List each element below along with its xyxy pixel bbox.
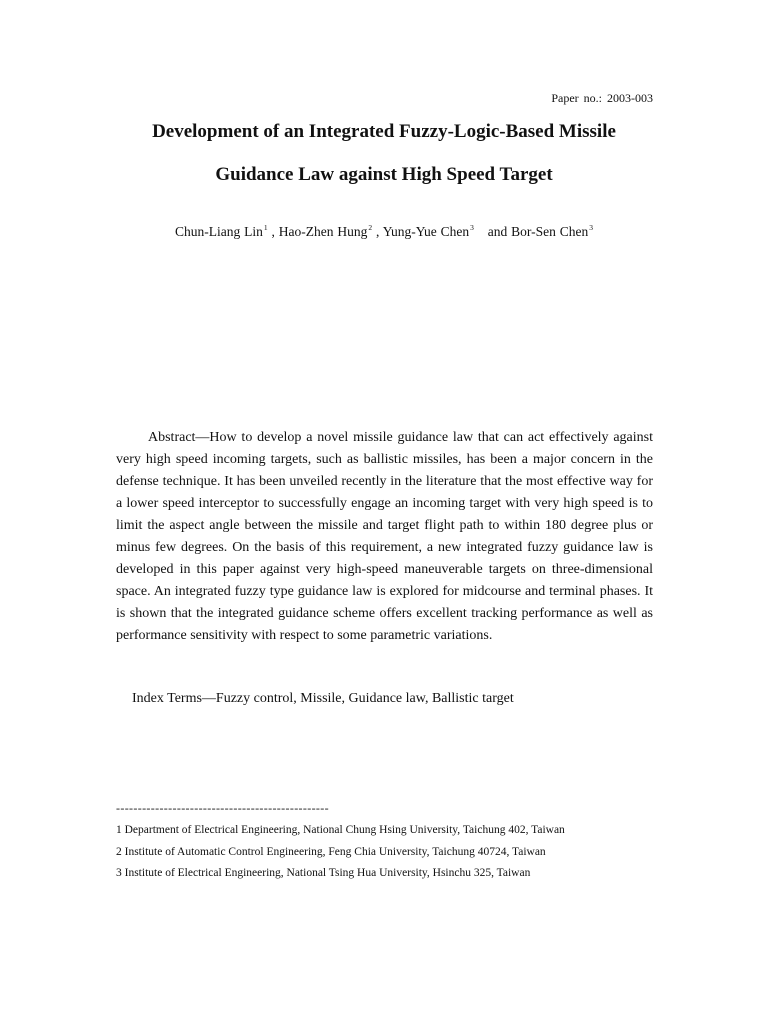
- footnote-divider: -------------------------------------------------: [116, 801, 329, 815]
- paper-title-line-1: Development of an Integrated Fuzzy-Logic-Based Missile: [152, 121, 616, 142]
- author-name: Hao-Zhen Hung: [278, 224, 368, 239]
- author-name: Yung-Yue Chen: [382, 224, 470, 239]
- abstract: Abstract—How to develop a novel missile guidance law that can act effectively against very high speed incoming targets, such as ballistic missiles, has been a major concern in the defense technique. It has been unveiled recently in the literature that the most effective way for a lower speed interceptor to successfully engage an incoming target with very high speed is to limit the aspect angle between the missile and target flight path to within 180 degree plus or minus few degrees. On the basis of this requirement, a new integrated fuzzy guidance law is developed in this paper against very high-speed maneuverable targets on three-dimensional space. An integrated fuzzy type guidance law is explored for midcourse and terminal phases. It is shown that the integrated guidance scheme offers excellent tracking performance as well as performance sensitivity with respect to some parametric variations.: [116, 430, 653, 643]
- author-name: and Bor-Sen Chen: [487, 224, 589, 239]
- footnote-affiliation-2: 2 Institute of Automatic Control Engineering, Feng Chia University, Taichung 40724, Taiwan: [116, 846, 546, 858]
- paper-number: Paper no.: 2003-003: [551, 91, 653, 105]
- author-affiliation-mark: 3: [470, 223, 474, 232]
- paper-title-line-2: Guidance Law against High Speed Target: [215, 164, 553, 185]
- author-name: Chun-Liang Lin: [175, 224, 263, 239]
- author-list: Chun-Liang Lin$^1$ , Hao-Zhen Hung$^2$ , Yung-Yue Chen$^3$ and Bor-Sen Chen$^3$: [175, 223, 593, 239]
- index-terms: Index Terms—Fuzzy control, Missile, Guidance law, Ballistic target: [132, 691, 514, 706]
- author-affiliation-mark: 3: [589, 223, 593, 232]
- author-affiliation-mark: 1: [263, 223, 268, 232]
- footnote-affiliation-3: 3 Institute of Electrical Engineering, National Tsing Hua University, Hsinchu 325, Taiwan: [116, 867, 531, 879]
- author-affiliation-mark: 2: [368, 223, 373, 232]
- footnote-affiliation-1: 1 Department of Electrical Engineering, National Chung Hsing University, Taichung 402, Taiwan: [116, 824, 565, 836]
